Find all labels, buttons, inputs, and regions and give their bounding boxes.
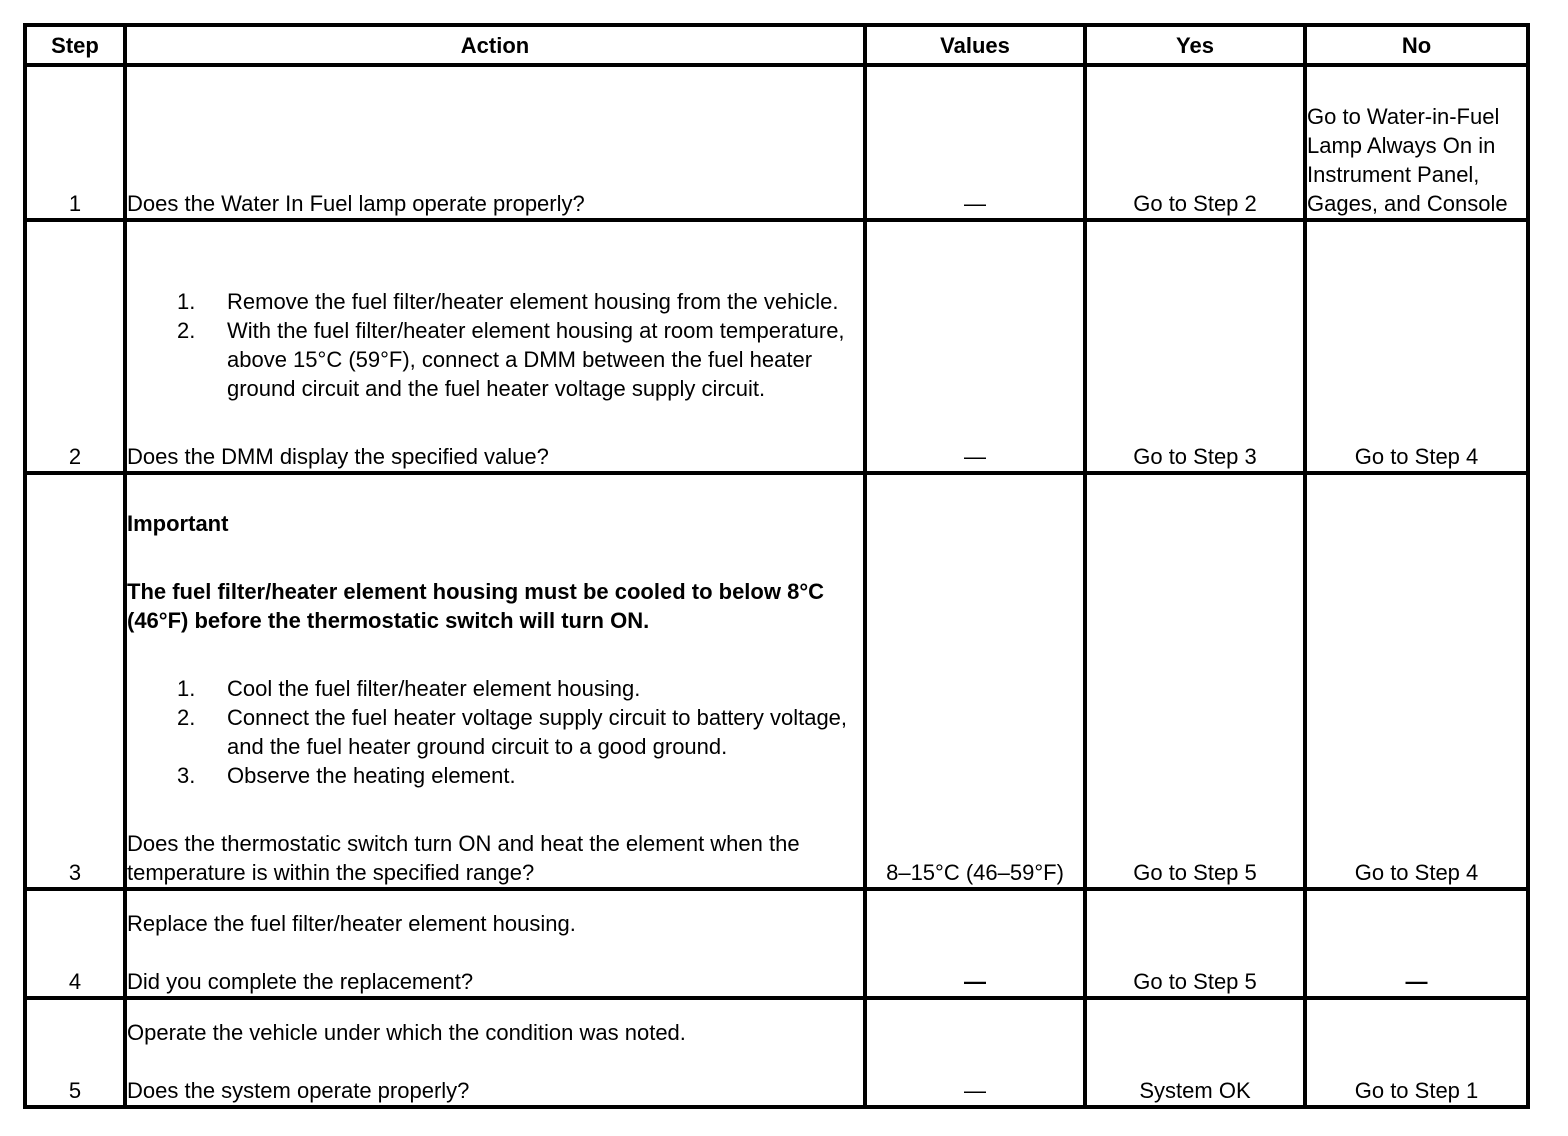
values-cell: — xyxy=(865,998,1085,1107)
list-number: 1. xyxy=(177,676,196,701)
table-row xyxy=(25,473,1528,889)
yes-cell: Go to Step 3 xyxy=(1085,220,1305,473)
action-cell xyxy=(125,473,865,889)
action-question: Does the system operate properly? xyxy=(127,1078,470,1103)
no-cell: Go to Step 1 xyxy=(1305,998,1528,1107)
list-text: Remove the fuel filter/heater element housing from the vehicle. xyxy=(227,289,839,314)
no-cell: Go to Step 4 xyxy=(1305,220,1528,473)
table-row xyxy=(25,65,1528,220)
no-cell: Go to Water-in-Fuel Lamp Always On in Instrument Panel, Gages, and Console xyxy=(1305,65,1528,220)
list-item xyxy=(127,703,863,761)
list-item xyxy=(127,761,863,790)
values-cell: — xyxy=(865,889,1085,998)
values-cell: 8–15°C (46–59°F) xyxy=(865,473,1085,889)
action-question: Does the Water In Fuel lamp operate properly? xyxy=(127,191,585,216)
list-text: Connect the fuel heater voltage supply circuit to battery voltage, and the fuel heater ground circuit to a good ground. xyxy=(227,705,848,759)
diagnostic-table xyxy=(23,23,1530,1109)
no-cell: Go to Step 4 xyxy=(1305,473,1528,889)
header-row xyxy=(25,25,1528,65)
no-cell: — xyxy=(1305,889,1528,998)
step-number: 4 xyxy=(25,889,125,998)
action-instruction: Replace the fuel filter/heater element housing. xyxy=(127,911,576,936)
step-number: 2 xyxy=(25,220,125,473)
list-number: 3. xyxy=(177,763,196,788)
important-note: The fuel filter/heater element housing must be cooled to below 8°C (46°F) before the thermostatic switch will turn ON. xyxy=(127,579,825,633)
yes-cell: Go to Step 5 xyxy=(1085,889,1305,998)
action-question: Does the thermostatic switch turn ON and heat the element when the temperature is within the specified range? xyxy=(127,831,800,885)
table-row xyxy=(25,889,1528,998)
header-values: Values xyxy=(865,25,1085,65)
procedure-list xyxy=(127,287,863,403)
yes-cell: System OK xyxy=(1085,998,1305,1107)
action-instruction: Operate the vehicle under which the condition was noted. xyxy=(127,1020,686,1045)
header-step: Step xyxy=(25,25,125,65)
list-text: Observe the heating element. xyxy=(227,763,516,788)
table-row xyxy=(25,220,1528,473)
list-number: 2. xyxy=(177,318,196,343)
action-cell xyxy=(125,998,865,1107)
header-yes: Yes xyxy=(1085,25,1305,65)
list-number: 2. xyxy=(177,705,196,730)
step-number: 3 xyxy=(25,473,125,889)
procedure-list xyxy=(127,674,863,790)
list-text: With the fuel filter/heater element housing at room temperature, above 15°C (59°F), connect a DMM between the fuel heater ground circuit and the fuel heater voltage supply circuit. xyxy=(227,318,845,401)
list-item xyxy=(127,316,863,403)
values-cell: — xyxy=(865,220,1085,473)
step-number: 1 xyxy=(25,65,125,220)
list-item xyxy=(127,287,863,316)
action-cell xyxy=(125,65,865,220)
yes-cell: Go to Step 2 xyxy=(1085,65,1305,220)
action-question: Does the DMM display the specified value? xyxy=(127,444,549,469)
values-cell: — xyxy=(865,65,1085,220)
action-cell xyxy=(125,220,865,473)
action-question: Did you complete the replacement? xyxy=(127,969,474,994)
header-action: Action xyxy=(125,25,865,65)
step-number: 5 xyxy=(25,998,125,1107)
header-no: No xyxy=(1305,25,1528,65)
list-number: 1. xyxy=(177,289,196,314)
important-label: Important xyxy=(127,511,229,536)
table-row xyxy=(25,998,1528,1107)
list-text: Cool the fuel filter/heater element housing. xyxy=(227,676,641,701)
yes-cell: Go to Step 5 xyxy=(1085,473,1305,889)
list-item xyxy=(127,674,863,703)
action-cell xyxy=(125,889,865,998)
